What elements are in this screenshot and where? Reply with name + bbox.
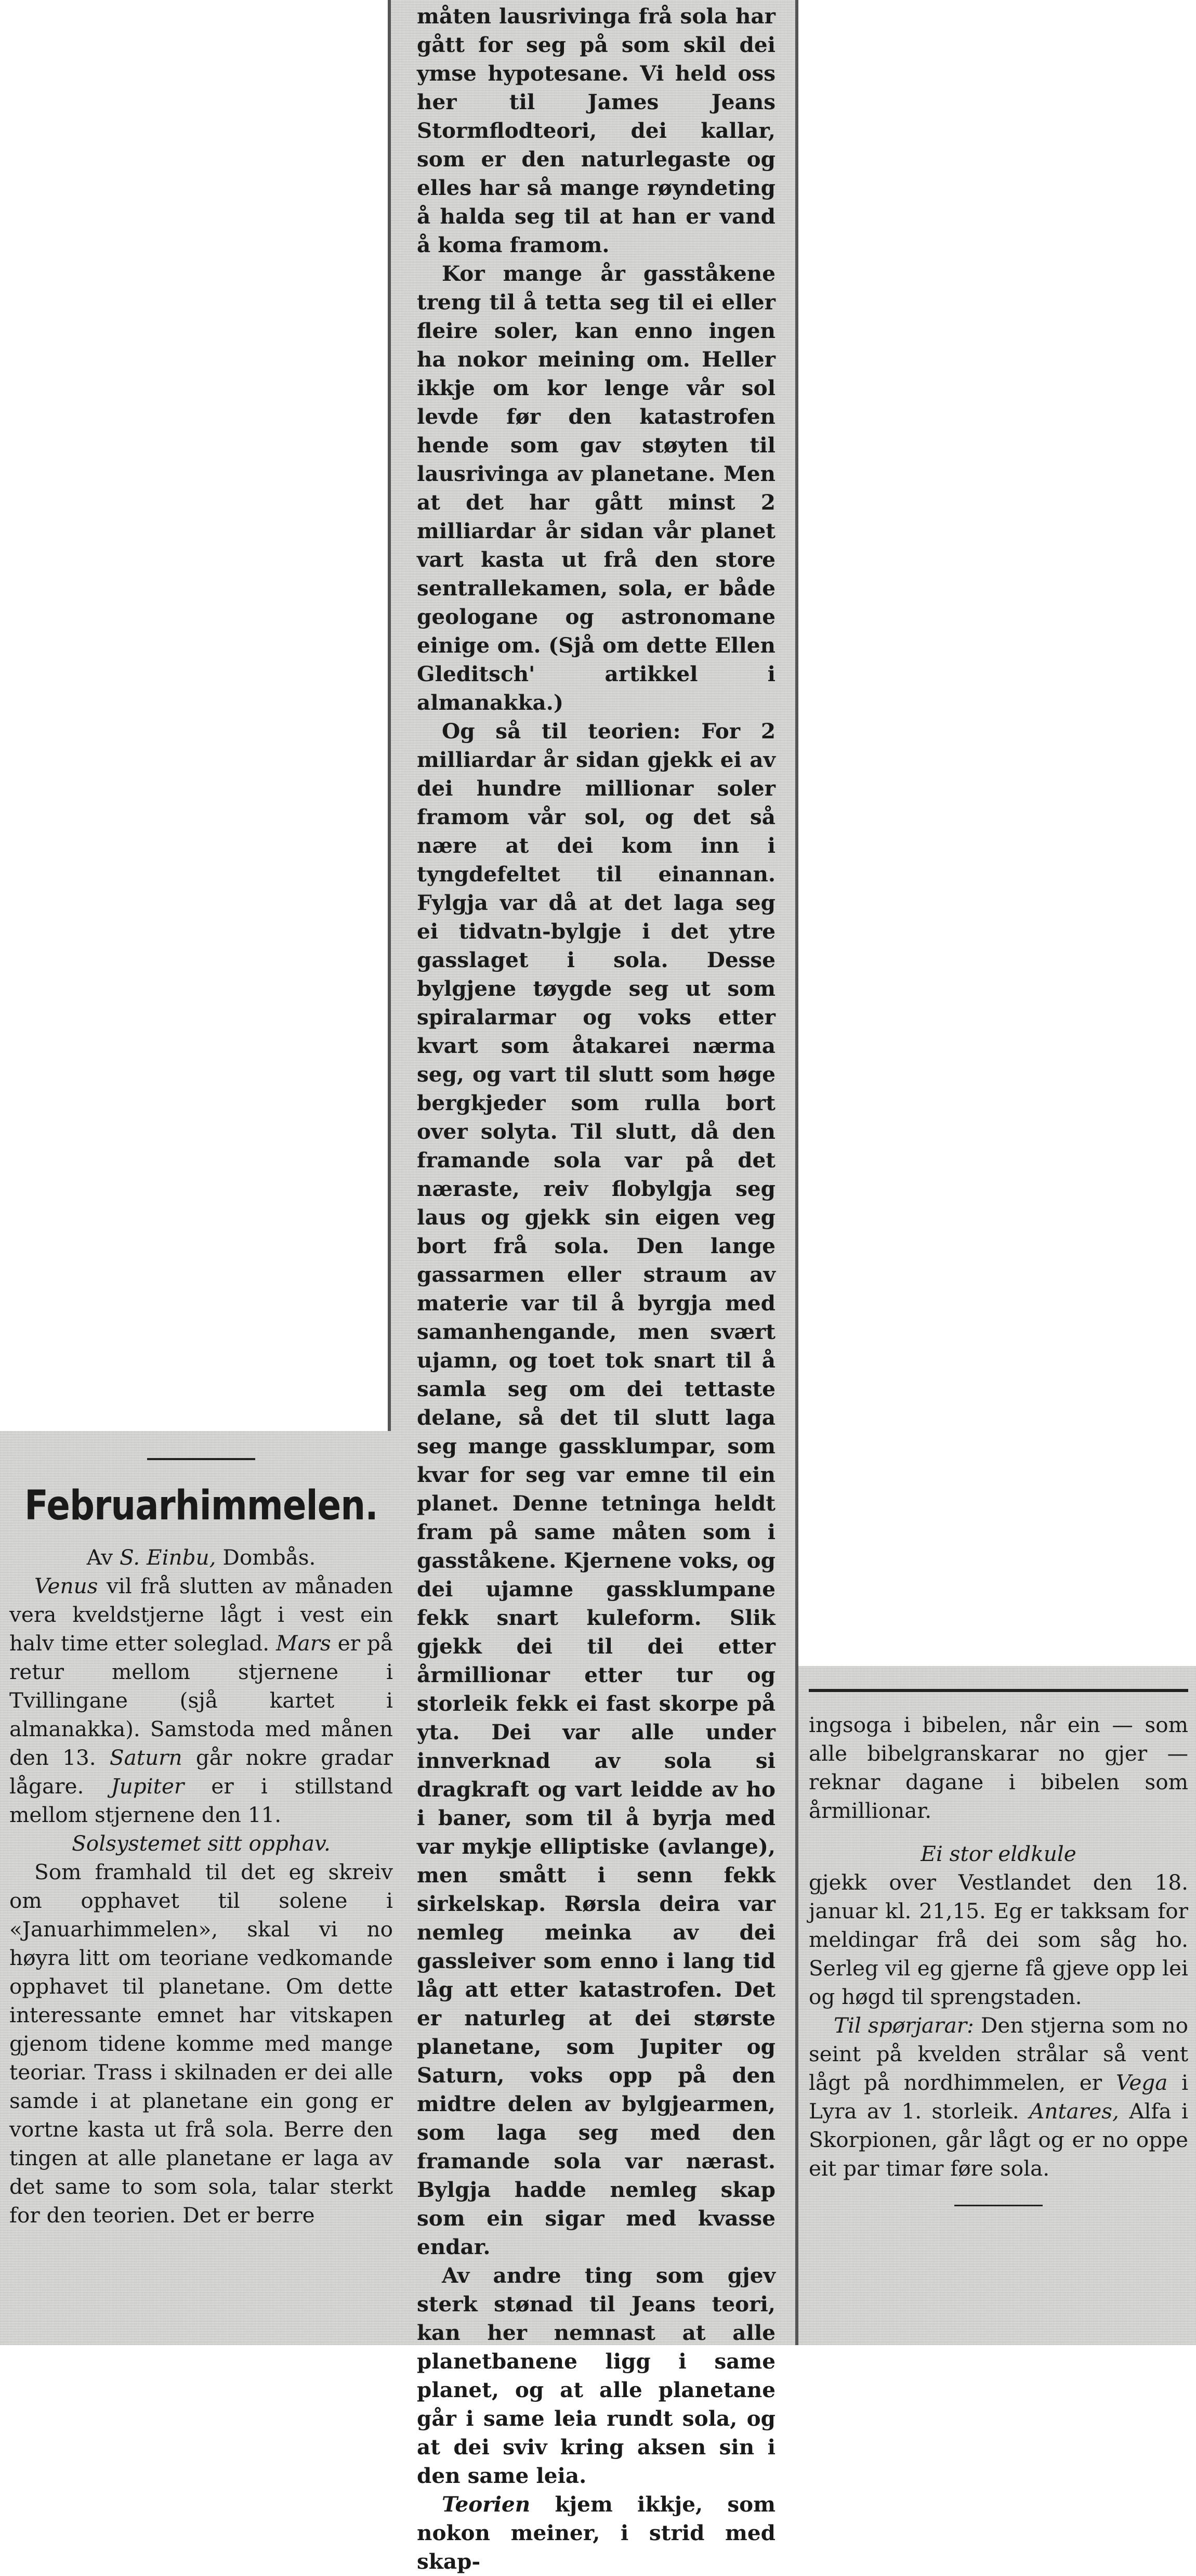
paragraph-text: kjem ikkje, som nokon meiner, i strid med skap- <box>417 2492 776 2574</box>
paragraph: gjekk over Vestlandet den 18. januar kl. 21,15. Eg er takksam for meldingar frå dei som såg ho. Serleg vil eg gjerne få gjeve opp lei og høgd til sprengstaden. <box>809 1870 1188 2009</box>
paragraph-text: er i stillstand mellom stjernene den 11. <box>9 1774 393 1827</box>
section-heading: Solsystemet sitt opphav. <box>72 1831 331 1856</box>
top-divider <box>809 1689 1188 1692</box>
top-divider <box>147 1458 255 1460</box>
paragraph <box>9 1572 393 1829</box>
paragraph: Kor mange år gasståkene treng til å tetta seg til ei eller fleire soler, kan enno ingen ha nokor meining om. Heller ikkje om kor lenge vår sol levde før den katastrofen hende som gav støyten til lausrivinga av planetane. Men at det har gått minst 2 milliardar år sidan vår planet vart kasta ut frå den store sentrallekamen, sola, er både geologane og astronomane einige om. (Sjå om dette Ellen Gleditsch' artikkel i almanakka.) <box>417 261 776 715</box>
author: S. Einbu, <box>119 1545 216 1570</box>
paragraph-text: vil frå slutten av månaden vera kveldstjerne lågt i vest ein halv time etter soleglad. <box>9 1573 393 1656</box>
italic-lead: Teorien <box>442 2492 531 2517</box>
section-heading: Ei stor eldkule <box>921 1841 1076 1866</box>
paragraph <box>417 2490 776 2576</box>
paragraph-text: Alfa i Skorpionen, går lågt og er no oppe eit par timar føre sola. <box>809 2099 1188 2181</box>
paragraph-text: i Lyra av 1. storleik. <box>809 2070 1189 2124</box>
byline-prefix: Av <box>86 1545 113 1570</box>
paragraph <box>809 2011 1188 2183</box>
paragraph-text: er på retur mellom stjernene i Tvillingane (sjå kartet i almanakka). Samstoda med månen den 13. <box>9 1631 393 1770</box>
paragraph-text: går nokre gradar lågare. <box>9 1745 393 1799</box>
place: Dombås. <box>222 1545 316 1570</box>
end-divider <box>954 2205 1043 2206</box>
paragraph: Som framhald til det eg skreiv om opphavet til solene i «Januarhimmelen», skal vi no høyra litt om teoriane vedkomande opphavet til planetane. Om dette interessante emnet har vitskapen gjenom tidene komme med mange teoriar. Trass i skilnaden er dei alle samde i at planetane ein gong er vortne kasta ut frå sola. Berre den tingen at alle planetane er laga av det same to som sola, talar sterkt for den teorien. Det er berre <box>9 1859 393 2228</box>
right-article-column <box>809 1666 1188 2206</box>
center-article-column <box>417 2 776 2576</box>
byline <box>9 1543 393 1572</box>
paragraph: Av andre ting som gjev sterk stønad til Jeans teori, kan her nemnast at alle planetbanene ligg i same planet, og at alle planetane går i same leia rundt sola, og at dei sviv kring aksen sin i den same leia. <box>417 2263 776 2488</box>
paragraph: Og så til teorien: For 2 milliardar år sidan gjekk ei av dei hundre millionar soler framom vår sol, og det så nære at dei kom inn i tyngdefeltet til einannan. Fylgja var då at det laga seg ei tidvatn-bylgje i det ytre gasslaget i sola. Desse bylgjene tøygde seg ut som spiralarmar og voks etter kvart som åtakarei nærma seg, og vart til slutt som høge bergkjeder som rulla bort over solyta. Til slutt, då den framande sola var på det næraste, reiv flobylgja seg laus og gjekk sin eigen veg bort frå sola. Den lange gassarmen eller straum av materie var til å byrgja med samanhengande, men svært ujamn, og toet tok snart til å samla seg om dei tettaste delane, så det til slutt laga seg mange gassklumpar, som kvar for seg var emne til ein planet. Denne tetninga heldt fram på same måten som i gasståkene. Kjernene voks, og dei ujamne gassklumpane fekk snart kuleform. Slik gjekk dei til dei etter årmillionar etter tur og storleik fekk ei fast skorpe på yta. Dei var alle under innverknad av sola si dragkraft og vart leidde av ho i baner, som til å byrja med var mykje elliptiske (avlange), men smått i senn fekk sirkelskap. Rørsla deira var nemleg meinka av dei gassleiver som enno i lang tid låg att etter katastrofen. Det er naturleg at dei største planetane, som Jupiter og Saturn, voks opp på den midtre delen av bylgjearmen, som laga seg med den framande sola var nærast. Bylgja hadde nemleg skap som ein sigar med kvasse endar. <box>417 719 776 2259</box>
planet-name: Venus <box>34 1573 98 1598</box>
star-name: Vega <box>1115 2070 1168 2095</box>
paragraph: måten lausrivinga frå sola har gått for seg på som skil dei ymse hypotesane. Vi held oss her til James Jeans Stormflodteori, dei kallar, som er den naturlegaste og elles har så mange røyndeting å halda seg til at han er vand å koma framom. <box>417 4 776 257</box>
planet-name: Mars <box>276 1631 331 1656</box>
star-name: Antares, <box>1029 2099 1119 2124</box>
paragraph: ingsoga i bibelen, når ein — som alle bibelgranskarar no gjer — reknar dagane i bibelen som årmillionar. <box>809 1712 1188 1823</box>
italic-lead: Til spørjarar: <box>834 2013 974 2038</box>
center-column-clipping <box>388 0 798 2574</box>
headline: Februarhimmelen. <box>24 1482 378 1529</box>
right-column-clipping <box>798 1666 1196 2345</box>
paragraph-text: Den stjerna som no seint på kvelden strålar så vent lågt på nordhimmelen, er <box>809 2013 1189 2095</box>
planet-name: Saturn <box>109 1745 182 1770</box>
left-article-column <box>9 1431 393 2230</box>
planet-name: Jupiter <box>111 1774 185 1799</box>
left-column-clipping <box>0 1431 400 2345</box>
